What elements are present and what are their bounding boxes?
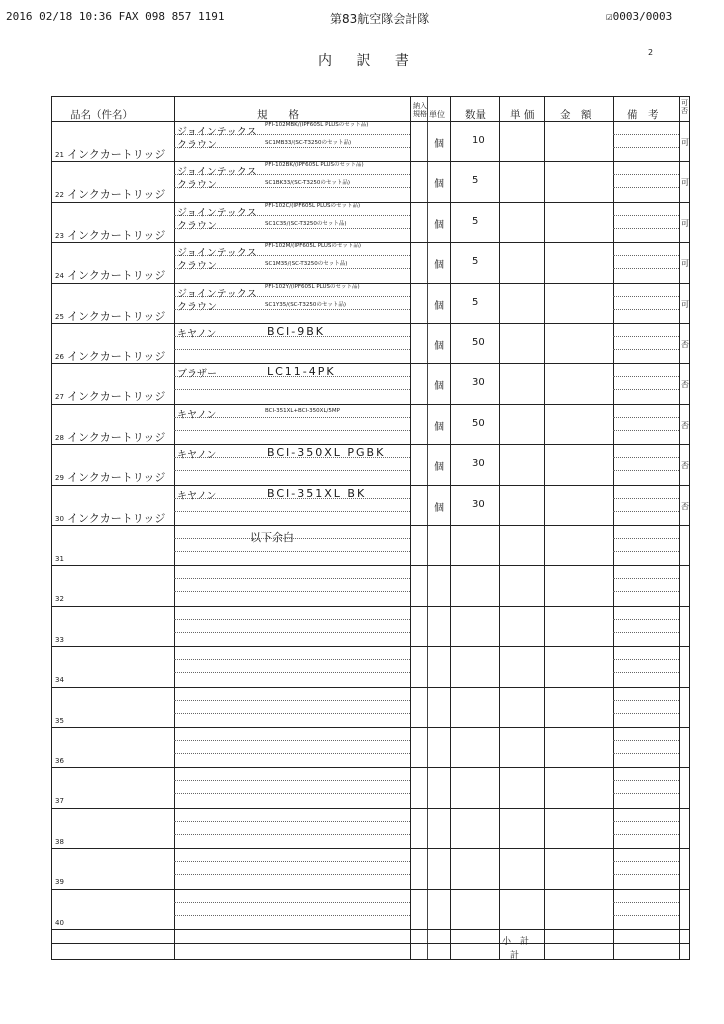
remarks-subline bbox=[613, 376, 679, 377]
approval-mark: 可 bbox=[681, 299, 689, 309]
header-delivery: 納入規格 bbox=[413, 102, 427, 118]
remarks-subline bbox=[613, 659, 679, 660]
remarks-subline bbox=[613, 174, 679, 175]
remarks-subline bbox=[613, 713, 679, 714]
spec-subline bbox=[174, 740, 410, 741]
item-name: インクカートリッジ bbox=[67, 148, 166, 161]
unit-value: 個 bbox=[434, 260, 444, 272]
spec-text: SC1BK33/(SC-T3250のセット品) bbox=[265, 180, 351, 187]
row-divider bbox=[52, 565, 689, 566]
row-number: 26 bbox=[55, 353, 64, 361]
approval-mark: 否 bbox=[681, 380, 689, 390]
item-name: インクカートリッジ bbox=[67, 309, 166, 323]
row-number: 34 bbox=[55, 676, 64, 685]
remainder-note: 以下余白 bbox=[250, 531, 294, 544]
row-divider bbox=[52, 808, 689, 809]
remarks-subline bbox=[613, 780, 679, 781]
remarks-subline bbox=[613, 740, 679, 741]
quantity-value: 30 bbox=[472, 458, 485, 470]
row-number: 30 bbox=[55, 514, 64, 523]
unit-value: 個 bbox=[434, 139, 444, 150]
header-spec: 規 格 bbox=[257, 109, 299, 121]
unit-value: 個 bbox=[434, 300, 444, 312]
maker-name: クラウン bbox=[177, 140, 217, 151]
remarks-subline bbox=[613, 821, 679, 822]
spec-subline bbox=[174, 672, 410, 673]
spec-text: LC11-4PK bbox=[267, 365, 336, 379]
header-unit-price: 単 価 bbox=[510, 109, 535, 121]
spec-text: BCI-350XL PGBK bbox=[267, 446, 386, 460]
row-number: 21 bbox=[55, 151, 64, 159]
spec-text: PFI-102BK/(IPF605L PLUSのセット品) bbox=[265, 162, 364, 169]
maker-name: クラウン bbox=[177, 220, 217, 232]
spec-subline bbox=[174, 834, 410, 835]
quantity-value: 50 bbox=[472, 417, 485, 429]
remarks-subline bbox=[613, 861, 679, 862]
row-divider bbox=[52, 646, 689, 647]
maker-name: クラウン bbox=[177, 301, 217, 313]
maker-name: キヤノン bbox=[177, 329, 217, 340]
row-divider bbox=[52, 943, 689, 944]
spec-subline bbox=[174, 874, 410, 875]
approval-mark: 可 bbox=[681, 218, 689, 228]
maker-name: キヤノン bbox=[177, 490, 217, 502]
remarks-subline bbox=[613, 511, 679, 512]
unit-value: 個 bbox=[434, 462, 444, 474]
row-number: 35 bbox=[55, 716, 64, 725]
unit-value: 個 bbox=[434, 381, 444, 393]
quantity-value: 30 bbox=[472, 377, 485, 389]
remarks-subline bbox=[613, 268, 679, 269]
approval-mark: 否 bbox=[681, 420, 689, 430]
row-divider bbox=[52, 687, 689, 688]
remarks-subline bbox=[613, 349, 679, 350]
header-quantity: 数量 bbox=[465, 109, 486, 121]
remarks-subline bbox=[613, 753, 679, 754]
row-divider bbox=[52, 606, 689, 607]
remarks-subline bbox=[613, 336, 679, 337]
header-remarks: 備 考 bbox=[627, 109, 659, 121]
spec-subline bbox=[174, 861, 410, 862]
remarks-subline bbox=[613, 147, 679, 148]
spec-subline bbox=[174, 902, 410, 903]
item-name: インクカートリッジ bbox=[67, 188, 166, 202]
maker-name: クラウン bbox=[177, 180, 217, 192]
spec-subline bbox=[174, 793, 410, 794]
unit-value: 個 bbox=[434, 219, 444, 231]
spec-text: BCI-351XL+BCI-350XL/5MP bbox=[265, 407, 340, 414]
remarks-subline bbox=[613, 874, 679, 875]
spec-text: PFI-102M/(IPF605L PLUSのセット品) bbox=[265, 243, 362, 250]
fax-sender: 第83航空隊会計隊 bbox=[330, 12, 430, 26]
quantity-value: 5 bbox=[472, 256, 479, 268]
subtotal-label: 小 計 bbox=[502, 937, 530, 947]
maker-name: キヤノン bbox=[177, 409, 217, 421]
remarks-subline bbox=[613, 538, 679, 539]
item-name: インクカートリッジ bbox=[67, 471, 166, 485]
quantity-value: 30 bbox=[472, 498, 485, 510]
spec-text: PFI-102Y/(IPF605L PLUSのセット品) bbox=[265, 283, 360, 290]
spec-subline bbox=[174, 780, 410, 781]
row-number: 33 bbox=[55, 635, 64, 644]
item-name: インクカートリッジ bbox=[67, 228, 166, 242]
header-approval: 可否 bbox=[681, 99, 688, 115]
spec-subline bbox=[174, 578, 410, 579]
quantity-value: 5 bbox=[472, 175, 479, 187]
remarks-subline bbox=[613, 470, 679, 471]
column-divider bbox=[450, 97, 451, 959]
row-number: 38 bbox=[55, 837, 64, 846]
maker-name: ジョインテックス bbox=[177, 207, 257, 219]
spec-text: PFI-102C/(IPF605L PLUSのセット品) bbox=[265, 202, 361, 209]
spec-subline bbox=[174, 915, 410, 916]
quantity-value: 50 bbox=[472, 337, 485, 348]
row-divider bbox=[52, 848, 689, 849]
document-title: 内 訳 書 bbox=[318, 53, 419, 69]
remarks-subline bbox=[613, 793, 679, 794]
row-number: 37 bbox=[55, 797, 64, 806]
maker-name: ジョインテックス bbox=[177, 127, 257, 138]
row-number: 32 bbox=[55, 595, 64, 604]
maker-name: ジョインテックス bbox=[177, 248, 257, 260]
maker-name: ジョインテックス bbox=[177, 167, 257, 179]
page-number: 2 bbox=[648, 48, 654, 57]
breakdown-table bbox=[51, 96, 690, 960]
unit-value: 個 bbox=[434, 179, 444, 191]
quantity-value: 5 bbox=[472, 296, 479, 308]
remarks-subline bbox=[613, 834, 679, 835]
quantity-value: 5 bbox=[472, 215, 479, 227]
approval-mark: 可 bbox=[681, 178, 689, 188]
remarks-subline bbox=[613, 551, 679, 552]
row-number: 40 bbox=[55, 918, 64, 927]
approval-mark: 可 bbox=[681, 138, 689, 147]
spec-subline bbox=[174, 821, 410, 822]
spec-subline bbox=[174, 551, 410, 552]
header-item-name: 品名（件名） bbox=[70, 109, 133, 121]
spec-text: SC1Y35/(SC-T3250のセット品) bbox=[265, 301, 347, 308]
item-name: インクカートリッジ bbox=[67, 350, 166, 363]
remarks-subline bbox=[613, 578, 679, 579]
spec-text: SC1C35/(SC-T3250のセット品) bbox=[265, 220, 347, 227]
row-divider bbox=[52, 727, 689, 728]
row-number: 31 bbox=[55, 555, 64, 563]
spec-text: SC1MB33/(SC-T3250のセット品) bbox=[265, 140, 352, 146]
row-number: 29 bbox=[55, 474, 64, 483]
unit-value: 個 bbox=[434, 421, 444, 433]
remarks-subline bbox=[613, 700, 679, 701]
spec-text: BCI-9BK bbox=[267, 325, 326, 338]
spec-subline bbox=[174, 591, 410, 592]
approval-mark: 否 bbox=[681, 340, 689, 349]
quantity-value: 10 bbox=[472, 135, 485, 146]
row-number: 27 bbox=[55, 393, 64, 402]
remarks-subline bbox=[613, 430, 679, 431]
spec-text: BCI-351XL BK bbox=[267, 486, 367, 500]
item-name: インクカートリッジ bbox=[67, 511, 166, 525]
row-divider bbox=[52, 929, 689, 930]
row-number: 28 bbox=[55, 433, 64, 442]
remarks-subline bbox=[613, 255, 679, 256]
remarks-subline bbox=[613, 296, 679, 297]
approval-mark: 否 bbox=[681, 461, 689, 471]
column-divider bbox=[410, 97, 411, 959]
maker-name: ブラザー bbox=[177, 369, 217, 381]
unit-value: 個 bbox=[434, 341, 444, 352]
remarks-subline bbox=[613, 619, 679, 620]
spec-subline bbox=[174, 470, 410, 471]
spec-subline bbox=[174, 753, 410, 754]
remarks-subline bbox=[613, 134, 679, 135]
remarks-subline bbox=[613, 228, 679, 229]
spec-text: PFI-102MBK/(IPF605L PLUSのセット品) bbox=[265, 122, 369, 128]
unit-value: 個 bbox=[434, 502, 444, 514]
spec-subline bbox=[174, 349, 410, 350]
fax-page-count: ☑0003/0003 bbox=[606, 10, 673, 23]
column-divider bbox=[613, 97, 614, 959]
remarks-subline bbox=[613, 457, 679, 458]
spec-subline bbox=[174, 713, 410, 714]
item-name: インクカートリッジ bbox=[67, 430, 166, 444]
row-divider bbox=[52, 889, 689, 890]
remarks-subline bbox=[613, 417, 679, 418]
row-number: 36 bbox=[55, 757, 64, 765]
remarks-subline bbox=[613, 309, 679, 310]
maker-name: クラウン bbox=[177, 261, 217, 273]
header-amount: 金 額 bbox=[560, 109, 592, 121]
row-number: 23 bbox=[55, 231, 64, 240]
row-number: 25 bbox=[55, 312, 64, 321]
row-number: 22 bbox=[55, 191, 64, 200]
row-divider bbox=[52, 767, 689, 768]
row-number: 39 bbox=[55, 878, 64, 887]
remarks-subline bbox=[613, 915, 679, 916]
remarks-subline bbox=[613, 498, 679, 499]
spec-text: SC1M35/(SC-T3250のセット品) bbox=[265, 261, 348, 268]
remarks-subline bbox=[613, 672, 679, 673]
spec-subline bbox=[174, 659, 410, 660]
spec-subline bbox=[174, 632, 410, 633]
remarks-subline bbox=[613, 215, 679, 216]
spec-subline bbox=[174, 511, 410, 512]
approval-mark: 否 bbox=[681, 501, 689, 511]
column-divider bbox=[679, 97, 680, 959]
remarks-subline bbox=[613, 591, 679, 592]
column-divider bbox=[499, 97, 500, 959]
fax-header-left: 2016 02/18 10:36 FAX 098 857 1191 bbox=[6, 10, 225, 23]
maker-name: キヤノン bbox=[177, 450, 217, 462]
row-number: 24 bbox=[55, 272, 64, 281]
item-name: インクカートリッジ bbox=[67, 269, 166, 283]
spec-subline bbox=[174, 700, 410, 701]
item-name: インクカートリッジ bbox=[67, 390, 166, 404]
column-divider bbox=[427, 97, 428, 959]
remarks-subline bbox=[613, 902, 679, 903]
column-divider bbox=[544, 97, 545, 959]
remarks-subline bbox=[613, 389, 679, 390]
column-divider bbox=[174, 97, 175, 959]
maker-name: ジョインテックス bbox=[177, 288, 257, 300]
spec-subline bbox=[174, 430, 410, 431]
remarks-subline bbox=[613, 187, 679, 188]
spec-subline bbox=[174, 619, 410, 620]
spec-subline bbox=[174, 389, 410, 390]
remarks-subline bbox=[613, 632, 679, 633]
header-unit: 単位 bbox=[429, 110, 445, 119]
total-label: 計 bbox=[510, 951, 520, 961]
approval-mark: 可 bbox=[681, 259, 689, 269]
